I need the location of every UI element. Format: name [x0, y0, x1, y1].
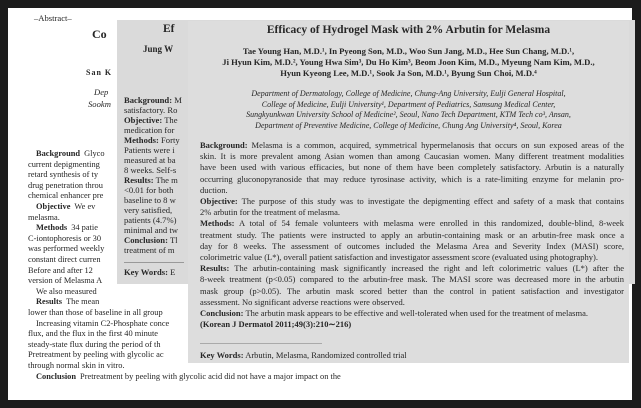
section-label: Objective: — [200, 196, 238, 206]
line-text: Patients were i — [124, 145, 175, 155]
line-text: baseline to 8 w — [124, 195, 176, 205]
section-label: Results: — [200, 263, 230, 274]
text-line — [28, 160, 100, 169]
line-text: We also measured — [36, 286, 97, 296]
text-line — [28, 266, 93, 275]
line-text: minimal and tw — [124, 225, 178, 235]
line-text: current depigmenting — [28, 159, 100, 169]
text-line — [200, 286, 624, 297]
affiliation-line: Department of Preventive Medicine, College of Medicine, Chung Ang University⁴, Seoul, Korea — [255, 120, 562, 130]
line-text: We ev — [74, 202, 96, 211]
section-label: Conclusion: — [200, 308, 244, 318]
author-line: Hyun Kyeong Lee, M.D.¹, Sook Ja Son, M.D.¹, Byung Sun Choi, M.D.⁴ — [280, 68, 537, 78]
line-text: The — [164, 115, 178, 125]
text-line — [200, 218, 624, 229]
front-document-page — [188, 21, 629, 363]
line-text: Pretreatment by peeling with glycolic ac — [28, 350, 164, 360]
author-line: Tae Young Han, M.D.¹, In Pyeong Son, M.D., Woo Sun Jang, M.D., Hee Sun Chang, M.D.¹, — [242, 46, 575, 56]
line-text: chemical enhancer pre — [28, 191, 104, 201]
line-text: have been used with various efficacies, but none of them have been completely satisfactory. Arbutin is a naturally — [200, 162, 624, 173]
section-label: Background: — [124, 95, 173, 105]
line-text: patients (4.7%) — [124, 215, 177, 225]
line-text: melasma. — [28, 212, 60, 222]
citation: (Korean J Dermatol 2011;49(3):210∼216) — [200, 319, 352, 329]
line-text: very satisfied, — [124, 205, 173, 215]
text-line — [36, 297, 99, 306]
abstract-label: –Abstract– — [34, 13, 72, 23]
line-text: was performed weekly — [28, 244, 105, 254]
text-line — [124, 175, 178, 185]
text-line — [36, 149, 105, 158]
text-line — [124, 135, 180, 145]
line-text: Pretreatment by peeling with glycolic acid did not have a major impact on the — [80, 371, 341, 381]
text-line — [28, 276, 102, 285]
text-line — [124, 215, 177, 225]
line-text: <0.01 for both — [124, 185, 174, 195]
section-label: Methods — [36, 223, 68, 233]
text-line — [200, 151, 624, 162]
line-text: 34 patie — [71, 223, 98, 233]
middle-divider — [124, 262, 184, 263]
text-line — [124, 145, 175, 155]
line-text: occurring gluconopyranoside that may reduce tyrosinase activity, which is a rate-limiting enzyme for melanin pro- — [200, 173, 624, 184]
line-text: Glyco — [84, 149, 105, 158]
text-line — [200, 230, 624, 241]
text-line — [124, 105, 177, 115]
section-label: Methods: — [124, 135, 159, 145]
line-text: colorimetric value (L*), overall patient satisfaction and investigator assessment score (evaluated using photography). — [200, 252, 598, 262]
section-label: Background: — [200, 140, 248, 150]
line-text: A total of 54 female volunteers with melasma were enrolled in this randomized, double-blind, 8-week — [238, 218, 624, 229]
back-title-fragment: Co — [92, 27, 107, 41]
line-text: day for 8 weeks. The assessment of outcomes included the Melasma Area and Severity Index (MASI) score, — [200, 240, 624, 251]
line-text: The arbutin-containing mask significantly increased the right and left colorimetric values (L*) after the — [234, 263, 624, 274]
text-line — [200, 308, 624, 319]
text-line — [200, 241, 624, 252]
text-line — [124, 195, 176, 205]
text-line — [200, 274, 624, 285]
text-line — [124, 155, 176, 165]
line-text: Tl — [169, 235, 178, 245]
text-line — [200, 140, 624, 151]
text-line — [124, 115, 178, 125]
back-authors-fragment: San K — [86, 68, 113, 77]
line-text: The m — [155, 175, 178, 185]
line-text: drug penetration throu — [28, 180, 103, 190]
text-line — [36, 372, 341, 381]
line-text: The arbutin mask appears to be effective and well-tolerated when used for the treatment of melasma. — [245, 308, 588, 318]
text-line — [200, 185, 624, 196]
text-line — [36, 287, 97, 296]
line-text: Increasing vitamin C2-Phosphate conce — [36, 318, 170, 328]
author-line: Ji Hyun Kim, M.D.², Young Hwa Sim³, Du Ho Kim³, Beom Joon Kim, M.D., Myeung Nam Kim, M.D., — [222, 57, 595, 67]
line-text: M — [174, 95, 182, 105]
line-text: The purpose of this study was to investigate the depigmenting effect and safety of a mask that contains — [241, 196, 624, 206]
line-text: version of Melasma A — [28, 276, 103, 286]
line-text: assessment. No significant adverse reactions were observed. — [200, 296, 405, 307]
text-line — [200, 162, 624, 173]
text-line — [36, 319, 169, 328]
text-line — [124, 165, 176, 175]
line-text: 8 weeks. Self-s — [124, 165, 177, 175]
text-line — [28, 213, 60, 222]
text-line — [124, 235, 178, 245]
line-text: lower than those of baseline in all group — [28, 308, 163, 317]
text-line — [124, 205, 172, 215]
text-line — [28, 244, 104, 253]
text-line — [124, 185, 173, 195]
text-line — [28, 234, 101, 243]
line-text: Melasma is a common, acquired, symmetrical hypermelanosis that occurs on sun exposed areas of the — [251, 140, 624, 150]
line-text: 2% arbutin for the treatment of melasma. — [200, 207, 340, 218]
text-line — [28, 255, 101, 264]
section-label: Objective — [36, 202, 71, 211]
text-line — [28, 170, 98, 179]
text-line — [28, 329, 158, 338]
text-line — [28, 191, 103, 200]
line-text: Forty — [161, 135, 180, 145]
line-text: constant direct curren — [28, 255, 101, 264]
section-label: Conclusion — [36, 371, 77, 381]
line-text: flux, and the flux in the first 40 minute — [28, 329, 159, 339]
section-label: Results — [36, 297, 63, 307]
line-text: C-iontophoresis or 30 — [28, 233, 102, 243]
section-label: Results: — [124, 175, 154, 185]
back-affiliation-fragment: Sookm — [88, 99, 111, 109]
text-line — [28, 350, 164, 359]
text-line — [28, 340, 161, 349]
text-line — [200, 196, 624, 207]
text-line — [124, 125, 174, 135]
text-line — [124, 225, 178, 235]
text-line — [200, 174, 624, 185]
line-text: treatment study. The patients were instructed to apply an arbutin-containing mask or an arbutin-free mask once a — [200, 229, 624, 240]
line-text: The mean — [66, 297, 100, 307]
text-line — [28, 361, 125, 370]
front-divider — [200, 343, 322, 344]
middle-title-fragment: Ef — [163, 23, 175, 35]
middle-keywords — [124, 267, 175, 277]
line-text: medication for — [124, 125, 175, 135]
keywords-fragment: E — [170, 267, 176, 277]
back-affiliation-fragment: Dep — [94, 87, 109, 97]
section-label: Background — [36, 149, 81, 158]
text-line — [28, 181, 103, 190]
line-text: mask group (p>0.05). The arbutin mask scored better than the control in patient satisfaction and investigator — [200, 285, 624, 296]
line-text: measured at ba — [124, 155, 176, 165]
text-line — [36, 223, 98, 232]
keywords-label: Key Words: — [124, 267, 169, 277]
text-line — [200, 297, 624, 308]
article-title: Efficacy of Hydrogel Mask with 2% Arbutin for Melasma — [266, 24, 551, 36]
line-text: steady-state flux during the period of th — [28, 339, 161, 349]
line-text: skin. It is more prevalent among Asian women than among Caucasian women. Many different treatment modalities — [200, 151, 624, 162]
text-line — [124, 95, 182, 105]
text-line — [28, 308, 163, 317]
section-label: Conclusion: — [124, 235, 168, 245]
keywords-label: Key Words: — [200, 350, 244, 360]
middle-authors-fragment: Jung W — [143, 44, 174, 54]
line-text: 8-week treatment (p<0.05) compared to the arbutin-free mask. The MASI score was decreased more in the arbutin — [200, 274, 624, 285]
section-label: Objective: — [124, 115, 163, 125]
text-line — [124, 245, 175, 255]
front-keywords — [200, 350, 624, 361]
affiliation-line: Department of Dermatology, College of Medicine, Chung-Ang University, Eulji General Hospital, — [251, 89, 566, 98]
line-text: retard synthesis of ty — [28, 170, 99, 180]
line-text: duction. — [200, 184, 228, 195]
line-text: Before and after 12 — [28, 265, 93, 275]
line-text: treatment of m — [124, 245, 175, 255]
affiliation-line: Sungkyunkwan University School of Medicine², Seoul, Nano Tech Department, KTM Tech co³, Ansan, — [246, 110, 571, 119]
text-line — [36, 202, 95, 211]
text-line — [200, 252, 624, 263]
text-line — [200, 207, 624, 218]
line-text: satisfactory. Ro — [124, 105, 178, 115]
line-text: through normal skin in vitro. — [28, 361, 125, 370]
section-label: Methods: — [200, 218, 235, 229]
keywords-text: Arbutin, Melasma, Randomized controlled trial — [245, 350, 407, 360]
affiliation-line: College of Medicine, Eulji University¹, Department of Pediatrics, Samsung Medical Center, — [261, 99, 556, 109]
text-line — [200, 263, 624, 274]
